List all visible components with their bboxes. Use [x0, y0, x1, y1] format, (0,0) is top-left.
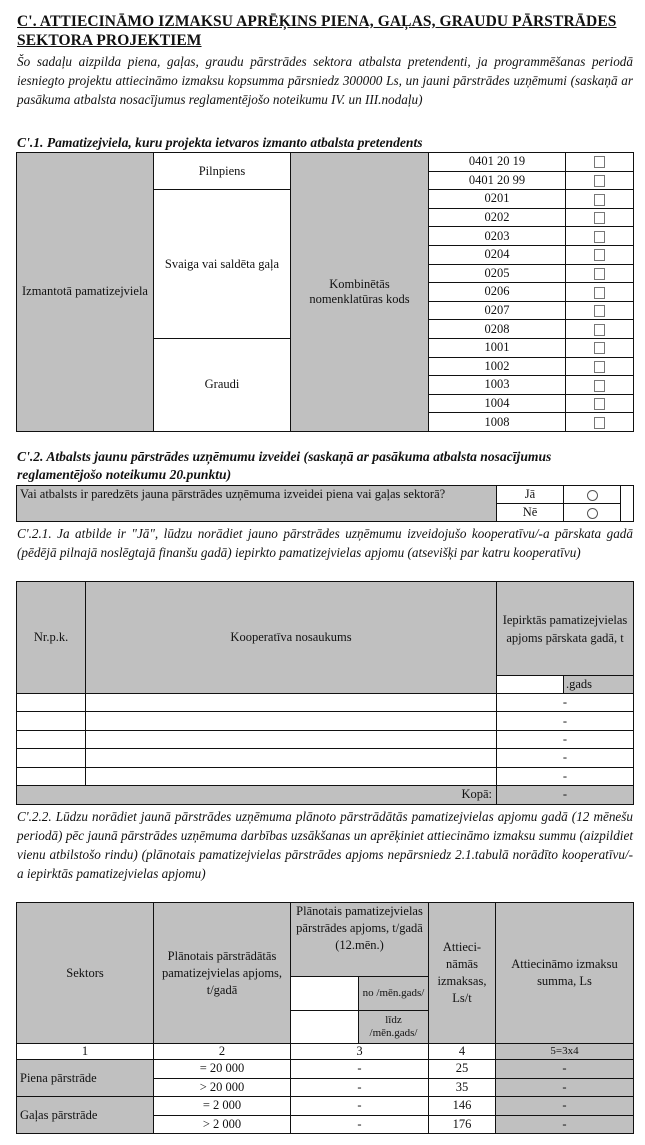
code-checkbox[interactable] [566, 190, 634, 209]
code-checkbox[interactable] [566, 394, 634, 413]
checkbox-icon[interactable] [594, 287, 605, 299]
sum: - [496, 1060, 634, 1079]
group-graudi: Graudi [154, 338, 291, 431]
option-no-radio[interactable] [564, 504, 621, 522]
code-checkbox[interactable] [566, 208, 634, 227]
threshold: = 20 000 [154, 1060, 291, 1079]
code-checkbox[interactable] [566, 283, 634, 302]
blank-cell [621, 486, 634, 522]
code-cell: 1001 [429, 338, 566, 357]
volume-input[interactable]: - [291, 1115, 429, 1134]
code-cell: 0401 20 19 [429, 153, 566, 172]
code-cell: 0206 [429, 283, 566, 302]
option-no-label: Nē [497, 504, 564, 522]
header-nr: Nr.p.k. [17, 582, 86, 694]
checkbox-icon[interactable] [594, 175, 605, 187]
code-cell: 0203 [429, 227, 566, 246]
total-value: - [497, 785, 634, 804]
code-cell: 0204 [429, 245, 566, 264]
checkbox-icon[interactable] [594, 398, 605, 410]
col-number: 2 [154, 1044, 291, 1060]
sector-meat: Gaļas pārstrāde [17, 1097, 154, 1134]
row-nr-input[interactable] [17, 767, 86, 785]
code-checkbox[interactable] [566, 357, 634, 376]
row-nr-input[interactable] [17, 712, 86, 730]
year-suffix: .gads [564, 676, 634, 694]
threshold: > 2 000 [154, 1115, 291, 1134]
row-volume-input[interactable]: - [497, 767, 634, 785]
checkbox-icon[interactable] [594, 249, 605, 261]
col-number: 4 [429, 1044, 496, 1060]
checkbox-icon[interactable] [594, 156, 605, 168]
code-checkbox[interactable] [566, 264, 634, 283]
code-cell: 0205 [429, 264, 566, 283]
header-cooperative-name: Kooperatīva nosaukums [86, 582, 497, 694]
checkbox-icon[interactable] [594, 231, 605, 243]
code-cell: 1004 [429, 394, 566, 413]
code-checkbox[interactable] [566, 171, 634, 190]
code-checkbox[interactable] [566, 376, 634, 395]
checkbox-icon[interactable] [594, 324, 605, 336]
code-cell: 0208 [429, 320, 566, 339]
col-number: 3 [291, 1044, 429, 1060]
code-cell: 0202 [429, 208, 566, 227]
row-nr-input[interactable] [17, 730, 86, 748]
sector-milk: Piena pārstrāde [17, 1060, 154, 1097]
threshold: = 2 000 [154, 1097, 291, 1116]
checkbox-icon[interactable] [594, 305, 605, 317]
code-cell: 1002 [429, 357, 566, 376]
c1-material-table [16, 152, 634, 432]
c2-question-table [16, 485, 634, 522]
code-checkbox[interactable] [566, 320, 634, 339]
row-name-input[interactable] [86, 694, 497, 712]
material-label: Izmantotā pamatizejviela [17, 153, 154, 432]
code-checkbox[interactable] [566, 245, 634, 264]
volume-input[interactable]: - [291, 1097, 429, 1116]
row-name-input[interactable] [86, 730, 497, 748]
c22-calculation-table [16, 902, 634, 1134]
volume-input[interactable]: - [291, 1078, 429, 1097]
row-volume-input[interactable]: - [497, 730, 634, 748]
code-checkbox[interactable] [566, 413, 634, 432]
code-checkbox[interactable] [566, 227, 634, 246]
row-nr-input[interactable] [17, 694, 86, 712]
code-label: Kombinētās nomenklatūras kods [291, 153, 429, 432]
checkbox-icon[interactable] [594, 417, 605, 429]
group-pilnpiens: Pilnpiens [154, 153, 291, 190]
row-volume-input[interactable]: - [497, 694, 634, 712]
code-checkbox[interactable] [566, 301, 634, 320]
sum: - [496, 1078, 634, 1097]
to-date-input[interactable] [291, 1011, 359, 1044]
total-label: Kopā: [17, 785, 497, 804]
rate: 176 [429, 1115, 496, 1134]
checkbox-icon[interactable] [594, 380, 605, 392]
c2-question: Vai atbalsts ir paredzēts jauna pārstrādes uzņēmuma izveidei piena vai gaļas sektorā? [17, 486, 497, 522]
from-label: no /mēn.gads/ [359, 977, 429, 1011]
row-name-input[interactable] [86, 767, 497, 785]
code-cell: 0207 [429, 301, 566, 320]
col-number: 5=3x4 [496, 1044, 634, 1060]
sum: - [496, 1097, 634, 1116]
rate: 35 [429, 1078, 496, 1097]
checkbox-icon[interactable] [594, 212, 605, 224]
code-cell: 0201 [429, 190, 566, 209]
c21-heading: C'.2.1. Ja atbilde ir "Jā", lūdzu norādiet jauno pārstrādes uzņēmumu izveidojušo kooperatīvu/-a pārskata gadā (pēdējā pilnajā noslēgtajā finanšu gadā) iepirkto pamatizejvielas apjomu (atsevišķi par katru kooperatīvu) [17, 526, 633, 560]
header-eligible-sum: Attiecināmo izmaksu summa, Ls [496, 903, 634, 1044]
c2-heading: C'.2. Atbalsts jaunu pārstrādes uzņēmumu izveidei (saskaņā ar pasākuma atbalsta nosacījumus reglamentējošo noteikumu 20.punktu) [17, 449, 552, 482]
header-volume: Iepirktās pamatizejvielas apjoms pārskata gadā, t [497, 582, 634, 676]
code-cell: 1003 [429, 376, 566, 395]
option-yes-radio[interactable] [564, 486, 621, 504]
checkbox-icon[interactable] [594, 194, 605, 206]
c21-cooperative-table [16, 581, 634, 805]
header-planned: Plānotais pārstrādātās pamatizejvielas apjoms, t/gadā [154, 903, 291, 1044]
row-name-input[interactable] [86, 749, 497, 767]
c1-heading: C'.1. Pamatizejviela, kuru projekta ietvaros izmanto atbalsta pretendents [17, 135, 423, 150]
radio-icon[interactable] [587, 490, 598, 501]
threshold: > 20 000 [154, 1078, 291, 1097]
sum: - [496, 1115, 634, 1134]
section-title: C'. ATTIECINĀMO IZMAKSU APRĒĶINS PIENA, GAĻAS, GRAUDU PĀRSTRĀDES SEKTORA PROJEKTIEM [17, 13, 617, 49]
radio-icon[interactable] [587, 508, 598, 519]
row-nr-input[interactable] [17, 749, 86, 767]
year-input[interactable] [497, 676, 564, 694]
row-name-input[interactable] [86, 712, 497, 730]
section-intro: Šo sadaļu aizpilda piena, gaļas, graudu pārstrādes sektora atbalsta pretendenti, ja programmēšanas periodā iesniegto projektu attiecināmo izmaksu kopsumma pārsniedz 300000 Ls, un jauni pārstrādes uzņēmumi (saskaņā ar pasākuma atbalsta nosacījumus reglamentējošo noteikumu IV. un III.nodaļu) [17, 54, 633, 107]
code-checkbox[interactable] [566, 338, 634, 357]
header-planned-12: Plānotais pamatizejvielas pārstrādes apjoms, t/gadā (12.mēn.) [291, 903, 429, 977]
to-label: līdz /mēn.gads/ [359, 1011, 429, 1044]
checkbox-icon[interactable] [594, 342, 605, 354]
header-sector: Sektors [17, 903, 154, 1044]
code-cell: 0401 20 99 [429, 171, 566, 190]
c22-heading: C'.2.2. Lūdzu norādiet jaunā pārstrādes uzņēmuma plānoto pārstrādātās pamatizejvielas apjomu gadā (12 mēnešu periodā) pēc jaunā pārstrādes uzņēmuma darbības uzsākšanas un aprēķiniet attiecināmo izmaksu summu (aizpildiet vienu atbilstošo rindu) (plānotais pamatizejvielas pārstrādes apjoms nepārsniedz 2.1.tabulā norādīto kooperatīvu/-a iepirktās pamatizejvielas apjomu) [17, 809, 633, 881]
volume-input[interactable]: - [291, 1060, 429, 1079]
option-yes-label: Jā [497, 486, 564, 504]
rate: 25 [429, 1060, 496, 1079]
group-gala: Svaiga vai saldēta gaļa [154, 190, 291, 339]
row-volume-input[interactable]: - [497, 749, 634, 767]
col-number: 1 [17, 1044, 154, 1060]
rate: 146 [429, 1097, 496, 1116]
code-cell: 1008 [429, 413, 566, 432]
row-volume-input[interactable]: - [497, 712, 634, 730]
checkbox-icon[interactable] [594, 268, 605, 280]
checkbox-icon[interactable] [594, 361, 605, 373]
from-date-input[interactable] [291, 977, 359, 1011]
code-checkbox[interactable] [566, 153, 634, 172]
header-eligible-rate: Attieci-nāmās izmaksas, Ls/t [429, 903, 496, 1044]
